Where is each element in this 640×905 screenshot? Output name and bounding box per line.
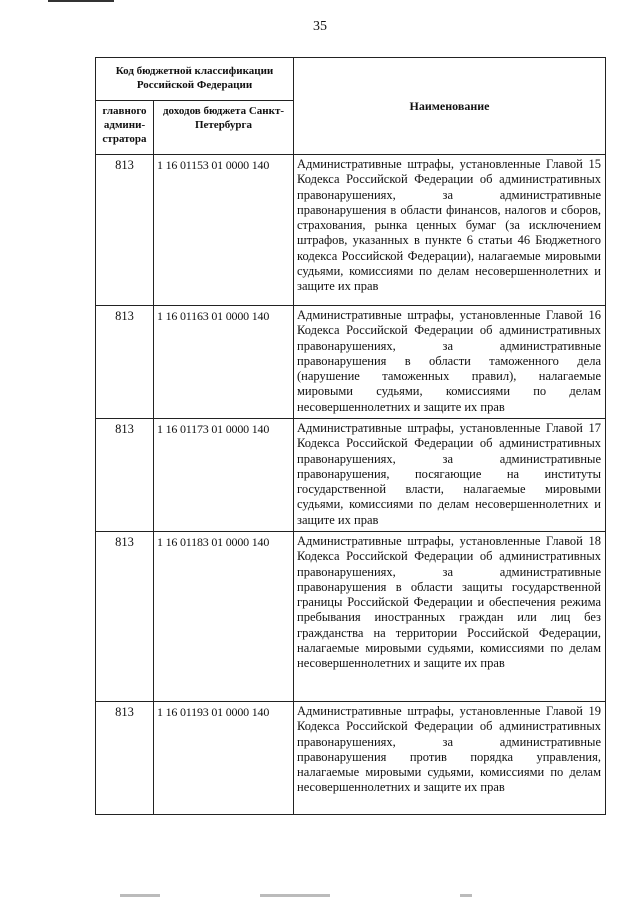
- table-header-row: [96, 58, 606, 101]
- name-cell: Административные штрафы, установленные Главой 15 Кодекса Российской Федерации об административных правонарушениях, за административные правонарушения в области финансов, налогов и сборов, страхования, рынка ценных бумаг (за исключением штрафов, указанных в пункте 6 статьи 46 Бюджетного кодекса Российской Федерации), налагаемые мировыми судьями, комиссиями по делам несовершеннолетних и защите их прав: [294, 155, 606, 306]
- admin-code-cell: 813: [96, 306, 154, 419]
- header-name: Наименование: [294, 58, 606, 155]
- name-cell: Административные штрафы, установленные Главой 16 Кодекса Российской Федерации об административных правонарушениях, за административные правонарушения в области таможенного дела (нарушение таможенных правил), налагаемые мировыми судьями, комиссиями по делам несовершеннолетних и защите их прав: [294, 306, 606, 419]
- admin-code-cell: 813: [96, 532, 154, 702]
- income-code-cell: 1 16 01173 01 0000 140: [154, 419, 294, 532]
- table-body: [96, 155, 606, 815]
- top-rule: [48, 0, 114, 2]
- table-row: [96, 155, 606, 306]
- table-row: [96, 419, 606, 532]
- name-cell: Административные штрафы, установленные Главой 17 Кодекса Российской Федерации об административных правонарушениях, за административные правонарушения, посягающие на институты государственной власти, налагаемые мировыми судьями, комиссиями по делам несовершеннолетних и защите их прав: [294, 419, 606, 532]
- name-cell: Административные штрафы, установленные Главой 18 Кодекса Российской Федерации об административных правонарушениях, за административные правонарушения в области защиты государственной границы Российской Федерации и обеспечения режима пребывания иностранных граждан или лиц без гражданства на территории Российской Федерации, налагаемые мировыми судьями, комиссиями по делам несовершеннолетних и защите их прав: [294, 532, 606, 702]
- table-row: [96, 532, 606, 702]
- admin-code-cell: 813: [96, 419, 154, 532]
- income-code-cell: 1 16 01153 01 0000 140: [154, 155, 294, 306]
- income-code-cell: 1 16 01163 01 0000 140: [154, 306, 294, 419]
- table-row: [96, 306, 606, 419]
- admin-code-cell: 813: [96, 702, 154, 815]
- table-row: [96, 702, 606, 815]
- name-cell: Административные штрафы, установленные Главой 19 Кодекса Российской Федерации об административных правонарушениях, за административные правонарушения против порядка управления, налагаемые мировыми судьями, комиссиями по делам несовершеннолетних и защите их прав: [294, 702, 606, 815]
- admin-code-cell: 813: [96, 155, 154, 306]
- bottom-scan-marks: [120, 894, 520, 900]
- header-main-administrator: главного админи-стратора: [96, 101, 154, 155]
- page-number: 35: [313, 19, 327, 34]
- income-code-cell: 1 16 01183 01 0000 140: [154, 532, 294, 702]
- header-classification-code: Код бюджетной классификации Российской Федерации: [96, 58, 294, 101]
- budget-classification-table: [95, 57, 606, 815]
- income-code-cell: 1 16 01193 01 0000 140: [154, 702, 294, 815]
- header-budget-income: доходов бюджета Санкт-Петербурга: [154, 101, 294, 155]
